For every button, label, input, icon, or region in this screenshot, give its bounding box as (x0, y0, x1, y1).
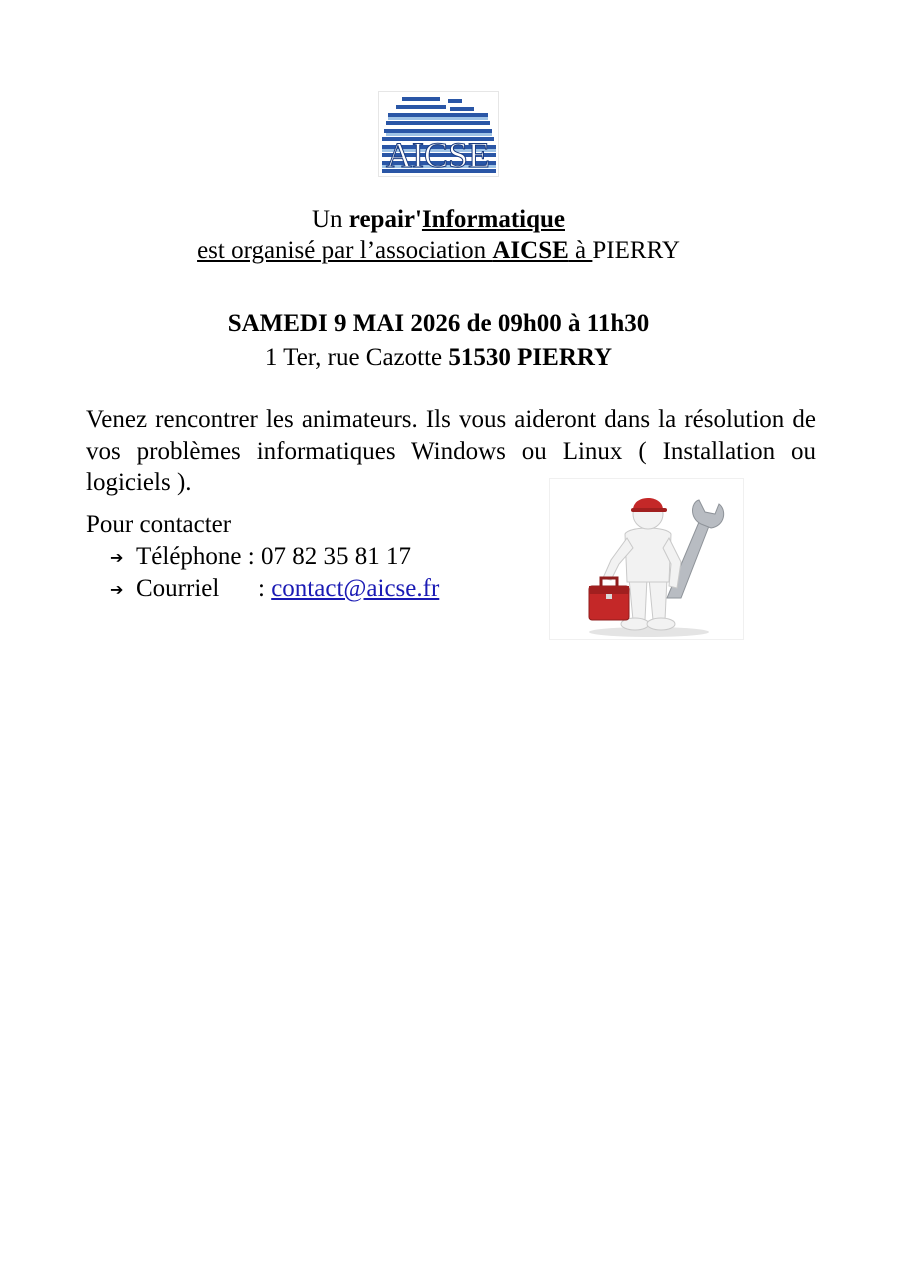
contact-email-row (110, 573, 439, 606)
email-label: Courriel (136, 575, 220, 602)
headline-city: PIERRY (592, 237, 680, 264)
logo-text: AICSE (385, 135, 491, 175)
repairman-with-wrench-and-toolbox-icon (549, 478, 744, 640)
event-address (0, 342, 877, 374)
phone-number: 07 82 35 81 17 (260, 543, 411, 570)
arrow-bullet-icon: ➔ (110, 580, 124, 600)
contact-phone-row (110, 541, 411, 574)
contact-title: Pour contacter (86, 511, 232, 538)
arrow-bullet-icon: ➔ (110, 548, 124, 568)
email-separator: : (258, 575, 272, 602)
headline-repair: repair' (348, 206, 422, 233)
phone-label: Téléphone : (136, 543, 261, 570)
headline-a: à (568, 237, 593, 264)
headline-informatique: Informatique (421, 206, 565, 233)
aicse-logo (378, 91, 499, 177)
address-postcode-city: 51530 PIERRY (448, 344, 613, 371)
headline-line-2 (0, 235, 877, 267)
description-paragraph: Venez rencontrer les animateurs. Ils vous aideront dans la résolution de vos problèmes informatiques Windows ou Linux ( Installation ou logiciels ). (86, 406, 816, 496)
headline-prefix: Un (311, 206, 349, 233)
headline-organiser: est organisé par l’association (197, 237, 493, 264)
event-date: SAMEDI 9 MAI 2026 de 09h00 à 11h30 (227, 310, 650, 337)
headline-aicse: AICSE (492, 237, 569, 264)
email-link[interactable]: contact@aicse.fr (271, 575, 440, 602)
address-street: 1 Ter, rue Cazotte (264, 344, 449, 371)
headline-line-1 (0, 204, 877, 236)
